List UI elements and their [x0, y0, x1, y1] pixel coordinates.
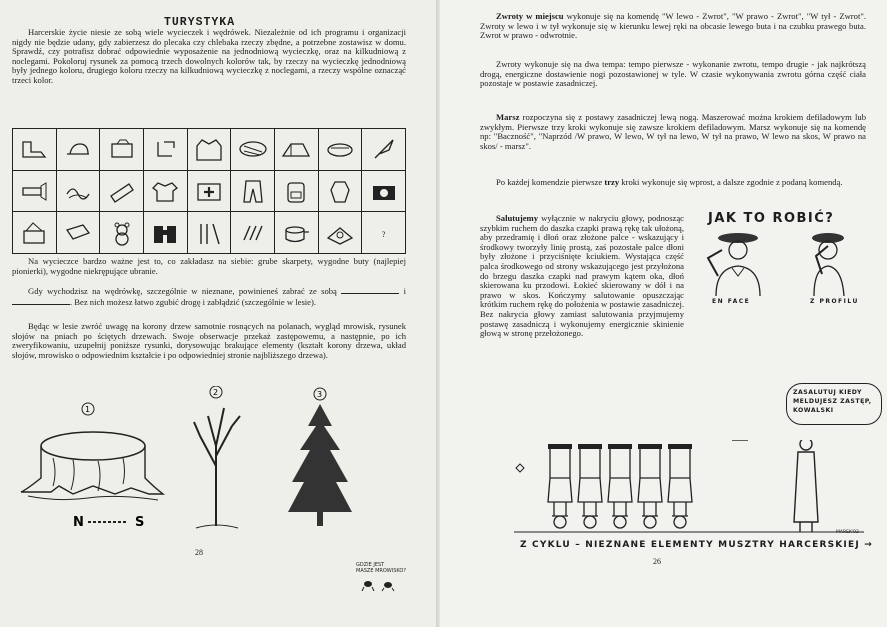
- equipment-cell: [100, 129, 144, 171]
- equipment-cell: [231, 129, 275, 171]
- how-to-heading: JAK TO ROBIĆ?: [708, 211, 835, 226]
- equipment-cell: [231, 170, 275, 212]
- rolled-mat-icon: [105, 178, 139, 204]
- bubble-line-3: KOWALSKI: [793, 407, 834, 414]
- trousers-icon: [236, 178, 270, 204]
- bare-tree-drawing: [186, 386, 256, 536]
- equipment-cell: [100, 212, 144, 254]
- compass-map-icon: [323, 220, 357, 246]
- tree-stump-drawing: [18, 398, 168, 538]
- equipment-cell-question: [362, 212, 406, 254]
- equipment-cell: [318, 170, 362, 212]
- salute-profile-drawing: [802, 226, 862, 301]
- bubble-line-1: ZASALUTUJ KIEDY: [793, 389, 862, 396]
- camera-icon: [367, 178, 401, 204]
- ants-icon: [360, 576, 400, 592]
- equipment-cell: [143, 170, 187, 212]
- backpack-icon: [279, 178, 313, 204]
- command-text-b: kroki wykonuje się wprost, a dalsze zgodnie z podaną komendą.: [619, 177, 843, 187]
- flashlight-icon: [17, 178, 51, 204]
- salute-paragraph: [480, 214, 684, 339]
- speech-bubble: [786, 383, 882, 425]
- first-aid-kit-icon: [192, 178, 226, 204]
- equipment-cell: [143, 129, 187, 171]
- handstand-scouts-cartoon: [510, 440, 870, 540]
- command-text-a: Po każdej komendzie pierwsze: [496, 177, 605, 187]
- turns-text: wykonuje się na komendę "W lewo - Zwrot", "W prawo - Zwrot", "W tył - Zwrot". Zwroty w lewo i w tył wykonuje się w kierunku lewej ręki na obcasie lewego buta i na czubku prawego buta. Zwrot w prawo - odwrotnie.: [480, 11, 866, 41]
- navigation-text-a: Gdy wychodzisz na wędrówkę, szczególnie w nieznane, powinieneś zabrać ze sobą: [28, 286, 337, 296]
- page-number-right: 26: [653, 557, 661, 566]
- drawing-number-2: 2: [213, 388, 219, 397]
- mess-tin-icon: [323, 136, 357, 162]
- ant-caption: [356, 562, 406, 574]
- boots-icon: [17, 136, 51, 162]
- cutlery-icon: [192, 220, 226, 246]
- equipment-cell: [143, 212, 187, 254]
- turns-paragraph: [480, 12, 866, 41]
- blank-line-1[interactable]: [341, 286, 399, 294]
- en-face-label: EN FACE: [712, 298, 751, 305]
- wallet-icon: [61, 220, 95, 246]
- binoculars-icon: [148, 220, 182, 246]
- march-paragraph: [480, 113, 866, 151]
- equipment-cell: [362, 129, 406, 171]
- tent-icon: [279, 136, 313, 162]
- equipment-cell: [13, 129, 57, 171]
- clothing-paragraph: Na wycieczce bardzo ważne jest to, co zakładasz na siebie: grube skarpety, wygodne buty (najlepiej pionierki), wygodne niekrępujące ubranie.: [12, 256, 406, 276]
- t-shirt-icon: [148, 178, 182, 204]
- equipment-cell: [274, 212, 318, 254]
- water-tap-icon: [148, 136, 182, 162]
- page-title: TURYSTYKA: [164, 16, 236, 29]
- equipment-cell: [318, 129, 362, 171]
- knife-icon: [367, 136, 401, 162]
- artist-signature: MAREK'92: [836, 530, 859, 535]
- equipment-cell: [362, 170, 406, 212]
- page-number-left: 28: [195, 548, 203, 557]
- left-page: [0, 0, 440, 627]
- equipment-cell: [187, 212, 231, 254]
- equipment-cell: [231, 212, 275, 254]
- equipment-cell: [56, 170, 100, 212]
- cartoon-caption: Z CYKLU – NIEZNANE ELEMENTY MUSZTRY HARCERSKIEJ →: [520, 540, 873, 550]
- pot-icon: [279, 220, 313, 246]
- equipment-cell: [274, 129, 318, 171]
- navigation-paragraph: [12, 286, 406, 307]
- spruce-tree-drawing: [286, 386, 356, 536]
- drawing-number-3: 3: [317, 390, 323, 399]
- north-label: N: [73, 515, 84, 530]
- equipment-cell: [187, 129, 231, 171]
- salute-lead: Salutujemy: [496, 213, 539, 223]
- equipment-cell: [318, 212, 362, 254]
- question-mark: ?: [381, 229, 386, 239]
- march-lead: Marsz: [496, 112, 520, 122]
- salute-text: wyłącznie w nakryciu głowy, podnosząc szybkim ruchem do daszka czapki prawą rękę tak ułożoną, aby przedramię i dłoń oraz złożone palce - wskazujący i środkowy tworzyły linię prostą, zaś pozostałe palce dłoni były złożone i przyciśnięte kciukiem. Wystająca część palca środkowego od strony wskazującego jest przyłożona do brzegu daszka czapki nad prawym kątem oka, dłoń skierowana ku przodowi. Łokieć skierowany w dół i na prawo w skos. Kończymy salutowanie opuszczając krótkim ruchem rękę do położenia w postawie zasadniczej. Bez nakrycia głowy zamiast salutowania przyjmujemy postawę zasadniczą i wykonujemy energicznie skinienie głową w stronę przełożonego.: [480, 213, 684, 339]
- blank-line-2[interactable]: [12, 297, 70, 305]
- rain-jacket-icon: [323, 178, 357, 204]
- forest-paragraph: Będąc w lesie zwróć uwagę na korony drzew samotnie rosnących na polanach, wygląd mrowisk, rysunek słojów na pniach po ściętych drzewach. Swoje obserwacje przekaż zastępowemu, a następnie, po ich zweryfikowaniu, uzupełnij poniższe rysunki, dorysowując brakujące elementy (kształt korony drzewa, układ słojów, mrowisko o odpowiednim kształcie i po odpowiedniej stronie najbliższego drzewa).: [12, 321, 406, 360]
- equipment-cell: [13, 170, 57, 212]
- command-paragraph: [480, 178, 866, 188]
- camera-bag-icon: [105, 136, 139, 162]
- drawing-number-1: 1: [85, 405, 91, 414]
- equipment-cell: [187, 170, 231, 212]
- ant-caption-line-2: MASZE MROWISKO?: [356, 568, 406, 574]
- equipment-cell: [100, 170, 144, 212]
- equipment-cell: [56, 212, 100, 254]
- teddy-bear-icon: [105, 220, 139, 246]
- south-label: S: [135, 515, 145, 530]
- sleeping-bag-icon: [236, 136, 270, 162]
- shoulder-bag-icon: [17, 220, 51, 246]
- navigation-text-b: . Bez nich możesz łatwo zgubić drogę i zabłądzić (szczególnie w lesie).: [70, 296, 317, 307]
- turns-lead: Zwroty w miejscu: [496, 11, 564, 21]
- cap-icon: [61, 136, 95, 162]
- profile-label: Z PROFILU: [810, 298, 859, 305]
- command-bold: trzy: [604, 177, 620, 187]
- ant-caption-line-1: GDZIE JEST: [356, 562, 385, 568]
- equipment-cell: [13, 212, 57, 254]
- jacket-icon: [192, 136, 226, 162]
- equipment-cell: [274, 170, 318, 212]
- intro-paragraph: Harcerskie życie niesie ze sobą wiele wycieczek i wędrówek. Niezależnie od ich programu i organizacji nigdy nie będzie udany, gdy zabierzesz do plecaka czy chlebaka rzeczy zbędne, a potrzebne zostawisz w domu. Sprawdź, czy potrafisz dobrać odpowiednie wyposażenie na jednodniową wycieczkę, oraz na kilkudniową z noclegami. Pokoloruj rysunek za pomocą trzech dowolnych kolorów tak, by rzeczy na wycieczkę jednodniową były jednego koloru, drugiego koloru rzeczy na kilkudniową wycieczkę z noclegami, a rzeczy wspólne oznacząć trzeci kolor.: [12, 27, 406, 85]
- salute-front-drawing: [686, 226, 786, 301]
- tempo-paragraph: Zwroty wykonuje się na dwa tempa: tempo pierwsze - wykonanie zwrotu, tempo drugie - jak najkrótszą drogą, energiczne dostawienie nogi pozostawionej w tyle. W czasie wykonywania zwrotu górna część ciała pozostaje w postawie zasadniczej.: [480, 59, 866, 89]
- toiletries-icon: [236, 220, 270, 246]
- rope-icon: [61, 178, 95, 204]
- march-text: rozpoczyna się z postawy zasadniczej lewą nogą. Maszerować można krokiem defiladowym lub zwykłym. Pierwsze trzy kroki wykonuje się zawsze krokiem defiladowym. Marsz wykonuje się na komendę np: "Baczność", "Naprzód /W prawo, W lewo, W tył na lewo, W tył na prawo, W lewo na skos, W prawo na skos/ - marsz".: [480, 112, 866, 151]
- navigation-text-i: i: [403, 286, 406, 296]
- bubble-line-2: MELDUJESZ ZASTĘP,: [793, 398, 872, 405]
- right-page: [440, 0, 887, 627]
- equipment-grid: [12, 128, 406, 254]
- equipment-cell: [56, 129, 100, 171]
